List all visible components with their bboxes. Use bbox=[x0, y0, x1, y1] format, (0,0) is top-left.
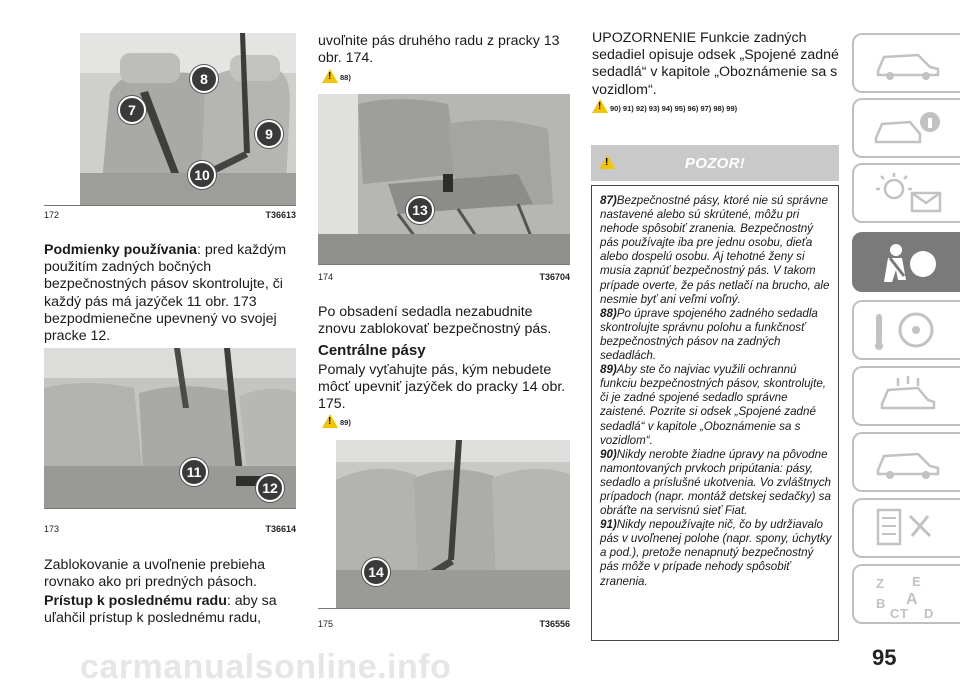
tab-warning-lights[interactable] bbox=[852, 163, 960, 223]
warning-item-text: Nikdy nepoužívajte nič, čo by udržiavalo pás v uvoľnenej polohe (napr. spony, úchytky a pod.), pretože nenapnutý bezpečnostný pás môže v prípade nehody spôsobiť zranenia. bbox=[600, 518, 832, 588]
callout-7: 7 bbox=[118, 96, 146, 124]
section-heading: Centrálne pásy bbox=[318, 342, 426, 359]
svg-text:A: A bbox=[906, 591, 918, 608]
figure-172-rule bbox=[44, 205, 296, 206]
watermark: carmanualsonline.info bbox=[80, 648, 452, 686]
figure-173-rule bbox=[44, 508, 296, 509]
index-letters-icon bbox=[868, 572, 948, 620]
figure-172-image bbox=[80, 33, 296, 205]
warning-refs-90-99: 90) 91) 92) 93) 94) 95) 96) 97) 98) 99) bbox=[610, 104, 738, 113]
col2-paragraph-3: Pomaly vyťahujte pás, kým nebudete môcť upevniť jazýček do pracky 14 obr. 175. bbox=[318, 362, 566, 413]
tab-maintenance[interactable] bbox=[852, 432, 960, 492]
warning-ref-89: 89) bbox=[340, 418, 351, 427]
figure-174-rule bbox=[318, 264, 570, 265]
col2-paragraph-1: uvoľnite pás druhého radu z pracky 13 obr. 174. bbox=[318, 33, 560, 67]
warning-item-89 bbox=[600, 363, 832, 448]
paragraph-text: : aby sa uľahčil prístup k poslednému radu, bbox=[44, 593, 277, 627]
callout-10: 10 bbox=[188, 161, 216, 189]
tab-start-drive[interactable] bbox=[852, 300, 960, 360]
figure-175-rule bbox=[318, 608, 570, 609]
figure-code: T36704 bbox=[539, 272, 570, 282]
warning-item-87 bbox=[600, 194, 832, 307]
figure-173-image bbox=[44, 348, 296, 508]
tab-safety[interactable] bbox=[852, 232, 960, 292]
tab-index[interactable] bbox=[852, 564, 960, 624]
callout-14: 14 bbox=[362, 558, 390, 586]
warning-item-number: 88) bbox=[600, 306, 617, 320]
emergency-car-icon bbox=[868, 440, 948, 484]
warning-item-number: 87) bbox=[600, 194, 617, 207]
warning-item-text: Nikdy nerobte žiadne úpravy na pôvodne namontovaných prvkoch pripútania: pásy, sedadlo a príslušné ukotvenia. Vo zvláštnych prípadoch (napr. montáž detskej sedačky) sa obráťte na servisnú sieť Fiat. bbox=[600, 447, 831, 518]
page-number: 95 bbox=[872, 645, 897, 670]
callout-11: 11 bbox=[180, 458, 208, 486]
col3-paragraph-1: UPOZORNENIE Funkcie zadných sedadiel opisuje odsek „Spojené zadné sedadlá“ v kapitole „Oboznámenie sa s vozidlom“. bbox=[592, 30, 839, 98]
callout-13: 13 bbox=[406, 196, 434, 224]
tab-in-emergency[interactable] bbox=[852, 366, 960, 426]
svg-text:T: T bbox=[900, 606, 908, 620]
svg-text:D: D bbox=[924, 606, 934, 620]
warning-triangle-icon bbox=[322, 69, 338, 83]
warning-box-title: POZOR! bbox=[684, 155, 746, 172]
svg-text:Z: Z bbox=[876, 576, 884, 591]
svg-text:E: E bbox=[912, 574, 921, 589]
callout-12: 12 bbox=[256, 474, 284, 502]
figure-number: 174 bbox=[318, 272, 334, 282]
seatbelt-airbag-icon bbox=[868, 240, 948, 288]
figure-code: T36556 bbox=[539, 619, 570, 629]
paragraph-text: : pred každým použitím zadných bočných bezpečnostných pásov skontrolujte, či každý pás má jazýček 11 obr. 173 bezpodmienečne upevnený vo svojej pracke 12. bbox=[44, 242, 287, 345]
warning-triangle-icon bbox=[322, 414, 338, 428]
technical-data-icon bbox=[868, 506, 948, 550]
col1-paragraph-1 bbox=[44, 242, 300, 345]
svg-text:C: C bbox=[890, 606, 900, 620]
warning-item-91 bbox=[600, 518, 832, 588]
figure-code: T36613 bbox=[265, 210, 296, 220]
term-conditions: Podmienky používania bbox=[44, 242, 197, 258]
figure-number: 173 bbox=[44, 524, 60, 534]
figure-number: 172 bbox=[44, 210, 60, 220]
car-info-i-icon bbox=[868, 106, 948, 150]
warning-box-header bbox=[591, 145, 839, 181]
figure-174-image bbox=[318, 94, 570, 264]
figure-175-caption bbox=[318, 619, 570, 631]
warning-triangle-icon bbox=[592, 99, 608, 113]
col1-paragraph-3 bbox=[44, 593, 300, 627]
tab-car-overview[interactable] bbox=[852, 33, 960, 93]
col1-paragraph-2: Zablokovanie a uvoľnenie prebieha rovnako ako pri predných pásoch. bbox=[44, 557, 266, 591]
svg-text:B: B bbox=[876, 596, 886, 611]
figure-173-caption bbox=[44, 524, 296, 536]
callout-8: 8 bbox=[190, 65, 218, 93]
warning-item-text: Aby ste čo najviac využili ochrannú funkciu bezpečnostných pásov, skontrolujte, či je zadné spojené sedadlo správne zaistené. Pozrite si odsek „Spojené zadné sedadlá“ v kapitole „Oboznámenie sa s vozidlom“. bbox=[600, 363, 826, 447]
warning-item-90 bbox=[600, 448, 832, 518]
warning-item-number: 90) bbox=[600, 447, 617, 461]
figure-code: T36614 bbox=[265, 524, 296, 534]
tab-car-info[interactable] bbox=[852, 98, 960, 158]
warning-box-text bbox=[600, 194, 832, 589]
warning-box bbox=[591, 185, 839, 641]
callout-9: 9 bbox=[255, 120, 283, 148]
warning-item-number: 91) bbox=[600, 518, 617, 532]
term-last-row: Prístup k poslednému radu bbox=[44, 593, 227, 609]
warning-lights-icon bbox=[868, 171, 948, 215]
warning-ref-88: 88) bbox=[340, 73, 351, 82]
warning-item-text: Po úprave spojeného zadného sedadla skontrolujte správnu polohu a funkčnosť bezpečnostných pásov na zadných sedadlách. bbox=[600, 306, 818, 363]
figure-174-caption bbox=[318, 272, 570, 284]
warning-item-text: Bezpečnostné pásy, ktoré nie sú správne nastavené alebo sú skrútené, môžu pri nehode spôsobiť zranenia. Bezpečnostný pás používajte iba pre jednu osobu, dieťa alebo dospelú osobu. Aj tehotné ženy si musia zapnúť bezpečnostný pás. V takom prípade overte, že pás netlačí na brucho, ale nesmie byť ani veľmi voľný. bbox=[600, 194, 830, 306]
warning-item-88 bbox=[600, 307, 832, 363]
figure-175-image bbox=[336, 440, 570, 608]
car-info-icon bbox=[868, 41, 948, 85]
figure-number: 175 bbox=[318, 619, 334, 629]
figure-172-caption bbox=[44, 210, 296, 222]
tab-technical-data[interactable] bbox=[852, 498, 960, 558]
col2-paragraph-2: Po obsadení sedadla nezabudnite znovu zablokovať bezpečnostný pás. bbox=[318, 304, 552, 338]
start-drive-icon bbox=[868, 308, 948, 352]
steering-wheel-icon bbox=[868, 374, 948, 418]
warning-item-number: 89) bbox=[600, 363, 617, 377]
